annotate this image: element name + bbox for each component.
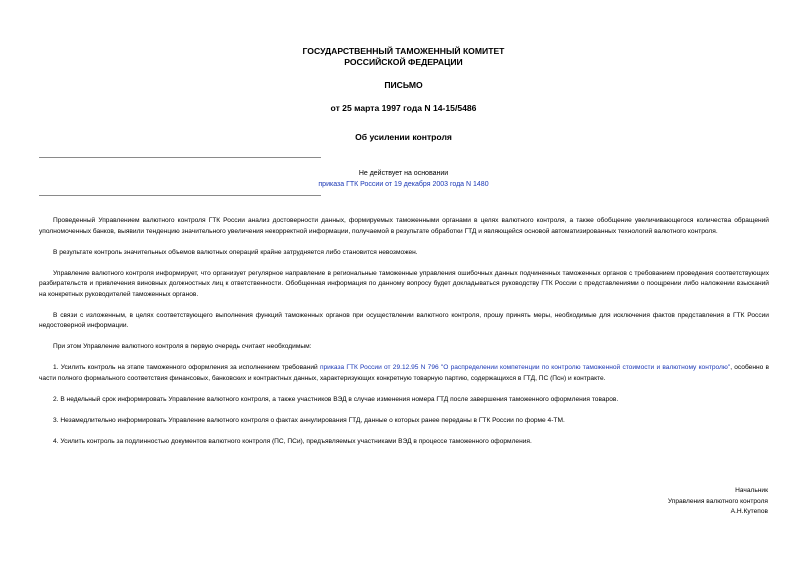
document-date-number: от 25 марта 1997 года N 14-15/5486	[330, 103, 477, 113]
issuer-line-2: РОССИЙСКОЙ ФЕДЕРАЦИИ	[344, 57, 463, 67]
divider-top	[39, 157, 321, 158]
list-item-1-prefix: 1. Усилить контроль на этапе таможенного оформления за исполнением требований	[53, 364, 320, 372]
document-type: ПИСЬМО	[384, 80, 423, 90]
signature-block	[668, 486, 768, 518]
status-note-text: Не действует на основании	[358, 170, 449, 177]
paragraph-measures-intro: При этом Управление валютного контроля в первую очередь считает необходимым:	[53, 343, 312, 351]
list-item-3: 3. Незамедлительно информировать Управление валютного контроля о фактах аннулирования ГТД, данные о которых ранее переданы в ГТК России по форме 4-ТМ.	[53, 416, 565, 424]
paragraph-analysis: Проведенный Управлением валютного контроля ГТК России анализ достоверности данных, формируемых таможенными органами в целях валютного контроля, а также обобщение увеличивающегося количества обращений уполномоченных банков, выявили тенденцию значительного увеличения некорректной информации, получаемой в результате обработки ГТД и являющейся основой автоматизированных технологий валютного контроля.	[39, 217, 769, 235]
signatory-title: Начальник	[735, 487, 768, 494]
list-item-1	[39, 363, 769, 384]
list-item-1-suffix: , особенно в части полного формального соответствия финансовых, банковских и контрактных данных, характеризующих конкретную товарную партию, содержащихся в ГТД, ПС (Псн) и контракте.	[39, 364, 769, 382]
order-796-link[interactable]: приказа ГТК России от 29.12.95 N 796 "О распределении компетенции по контролю таможенной стоимости и валютному контролю"	[319, 364, 731, 372]
issuer-line-1: ГОСУДАРСТВЕННЫЙ ТАМОЖЕННЫЙ КОМИТЕТ	[302, 46, 505, 56]
paragraph-information: Управление валютного контроля информирует, что организует регулярное направление в региональные таможенные управления ошибочных данных подчиненных таможенных органов с требованием проведения соответствующих разбирательств и привлечения виновных должностных лиц к ответственности. Обобщенная информация по данному вопросу будет докладываться руководству ГТК России с представлениями о поощрении либо наложении взысканий на конкретных руководителей таможенных органов.	[39, 269, 769, 298]
signatory-department: Управления валютного контроля	[667, 497, 768, 505]
list-item-4: 4. Усилить контроль за подлинностью документов валютного контроля (ПС, ПСи), предъявляемых участниками ВЭД в процессе таможенного оформления.	[53, 437, 532, 445]
document-subject: Об усилении контроля	[355, 132, 452, 142]
paragraph-difficulty: В результате контроль значительных объемов валютных операций крайне затрудняется либо становится невозможен.	[53, 248, 418, 256]
list-item-2: 2. В недельный срок информировать Управление валютного контроля, а также участников ВЭД в случае изменения номера ГТД после завершения таможенного оформления товаров.	[53, 395, 619, 403]
repeal-order-link[interactable]: приказа ГТК России от 19 декабря 2003 года N 1480	[318, 181, 489, 188]
letter-body	[39, 216, 769, 458]
paragraph-request: В связи с изложенным, в целях соответствующего выполнения функций таможенных органов при осуществлении валютного контроля, прошу принять меры, необходимые для исключения фактов представления в ГТК России недостоверной информации.	[39, 311, 769, 330]
status-note-row	[0, 179, 807, 190]
signatory-name: А.Н.Кутепов	[730, 508, 768, 516]
divider-bottom	[39, 195, 321, 196]
